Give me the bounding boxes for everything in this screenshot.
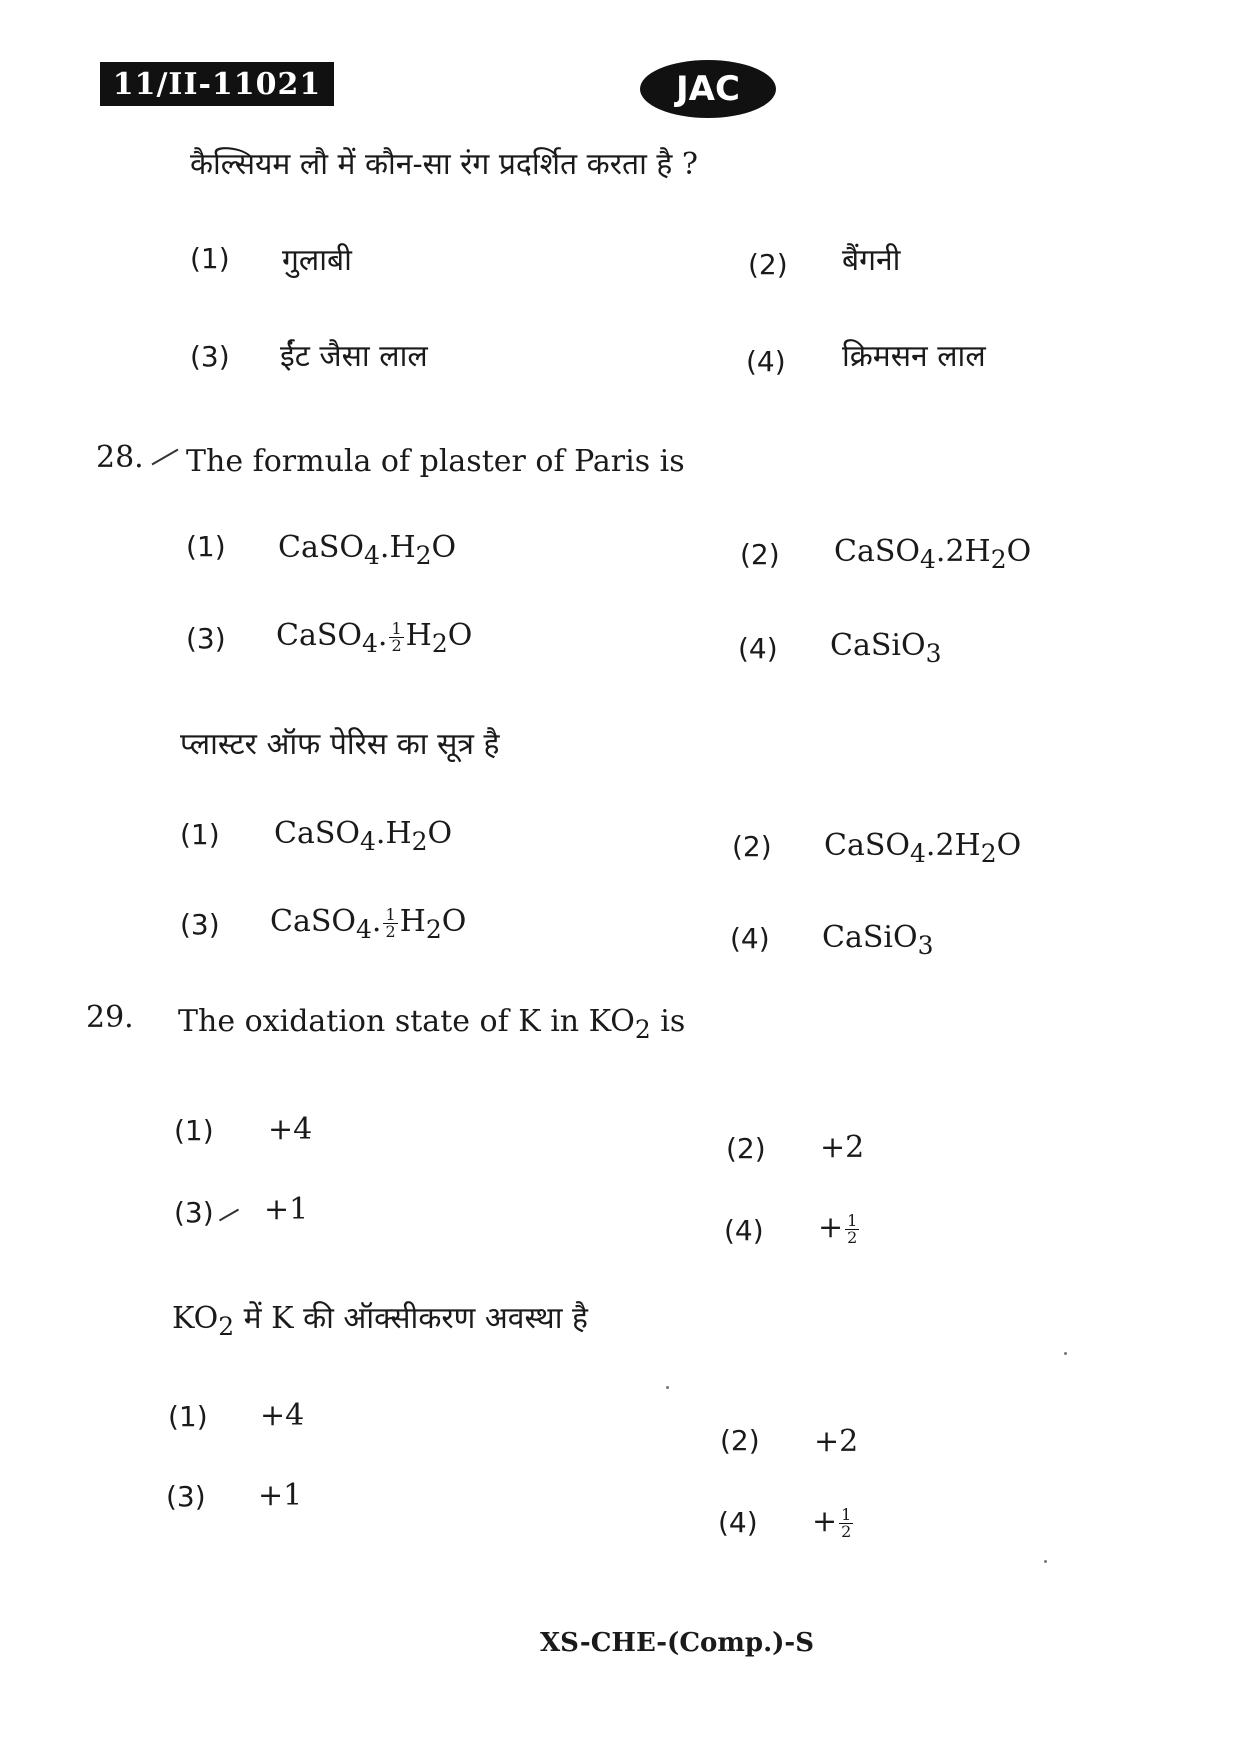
scan-speck: [1044, 1560, 1047, 1563]
q29h-opt2-text: +2: [814, 1424, 859, 1459]
q29-opt1-num: (1): [174, 1114, 214, 1147]
q28h-opt2-num: (2): [732, 830, 772, 863]
q28h-opt2-formula: $CaSO_4.2H_2O$: [824, 828, 1022, 868]
half-fraction: $\frac{1}{2}$: [841, 1504, 852, 1541]
jac-badge: [640, 60, 776, 118]
paper-code-box: [100, 62, 334, 106]
q29h-opt1-text: +4: [260, 1398, 305, 1433]
q29h-opt4-value: + $\frac{1}{2}$: [812, 1504, 852, 1541]
q27-hindi-question: कैल्सियम लौ में कौन-सा रंग प्रदर्शित करता है ?: [190, 147, 698, 182]
q27-opt1-text: गुलाबी: [282, 243, 352, 278]
footer-code: XS-CHE-(Comp.)-S: [540, 1628, 814, 1658]
q29-opt2-num: (2): [726, 1132, 766, 1165]
q28-opt4-num: (4): [738, 632, 778, 665]
q28-opt2-num: (2): [740, 538, 780, 571]
q29h-opt2-num: (2): [720, 1424, 760, 1457]
q27-opt4-num: (4): [746, 345, 786, 378]
q27-opt4-text: क्रिमसन लाल: [842, 339, 986, 374]
q28h-opt1-formula: $CaSO_4.H_2O$: [274, 816, 453, 856]
q28h-opt3-num: (3): [180, 908, 220, 941]
q29h-opt4-num: (4): [718, 1506, 758, 1539]
q28-opt2-formula: $CaSO_4.2H_2O$: [834, 534, 1032, 574]
half-fraction: $\frac{1}{2}$: [385, 904, 396, 941]
q29-opt3-num: (3): [174, 1196, 214, 1229]
q28h-opt4-num: (4): [730, 922, 770, 955]
q29-opt2-text: +2: [820, 1130, 865, 1165]
q27-opt3-text: ईंट जैसा लाल: [280, 339, 428, 374]
q29h-opt1-num: (1): [168, 1400, 208, 1433]
q29-question: The oxidation state of K in $KO_2$ is: [178, 1004, 686, 1044]
q29h-opt3-text: +1: [258, 1478, 303, 1513]
q27-opt2-num: (2): [748, 248, 788, 281]
q29-opt4-value: + $\frac{1}{2}$: [818, 1210, 858, 1247]
q28-opt1-formula: $CaSO_4.H_2O$: [278, 530, 457, 570]
q29-number: 29.: [86, 1000, 134, 1035]
q28-hindi-question: प्लास्टर ऑफ पेरिस का सूत्र है: [180, 727, 500, 762]
half-fraction: $\frac{1}{2}$: [847, 1210, 858, 1247]
q28-opt1-num: (1): [186, 530, 226, 563]
q27-opt2-text: बैंगनी: [842, 243, 901, 278]
q28-opt3-num: (3): [186, 622, 226, 655]
scan-speck: [666, 1386, 669, 1389]
q28-opt4-formula: CaSiO$_3$: [830, 628, 942, 668]
q28-number: 28.: [96, 440, 144, 475]
scan-speck: [1064, 1352, 1067, 1355]
q29-opt3-text: +1: [264, 1192, 309, 1227]
q29-opt4-num: (4): [724, 1214, 764, 1247]
q29h-opt3-num: (3): [166, 1480, 206, 1513]
q28-question: The formula of plaster of Paris is: [186, 444, 685, 479]
q28h-opt3-formula: CaSO$_4$. $\frac{1}{2}$ $H_2O$: [270, 904, 467, 944]
paper-code: 11/II-11021: [112, 66, 322, 102]
jac-badge-label: JAC: [676, 69, 740, 109]
q27-opt1-num: (1): [190, 242, 230, 275]
q28h-opt4-formula: CaSiO$_3$: [822, 920, 934, 960]
q27-opt3-num: (3): [190, 340, 230, 373]
q29-opt1-text: +4: [268, 1112, 313, 1147]
tick-mark: [152, 449, 179, 466]
q28h-opt1-num: (1): [180, 818, 220, 851]
tick-mark: [219, 1209, 239, 1222]
q28-opt3-formula: CaSO$_4$. $\frac{1}{2}$ $H_2O$: [276, 618, 473, 658]
q29-hindi-question: $KO_2$ में K की ऑक्सीकरण अवस्था है: [172, 1301, 588, 1341]
half-fraction: $\frac{1}{2}$: [391, 618, 402, 655]
